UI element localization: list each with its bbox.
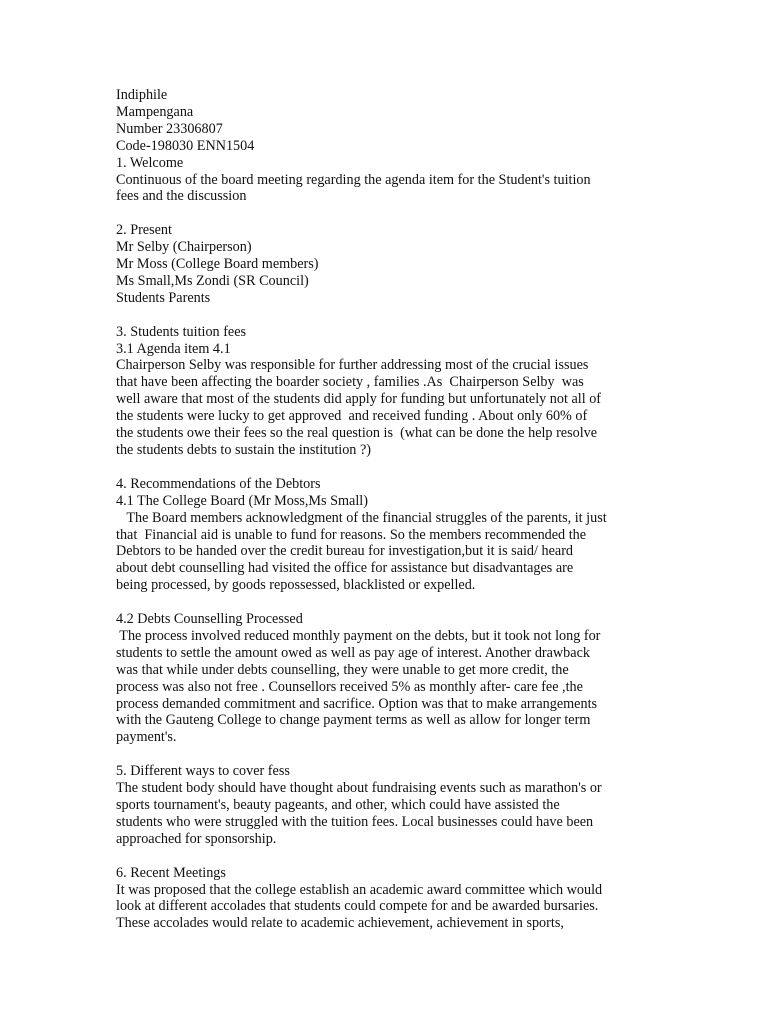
paragraph-line: the students owe their fees so the real question is (what can be done the help resolve xyxy=(116,425,598,442)
paragraph-line: about debt counselling had visited the office for assistance but disadvantages are xyxy=(116,560,574,577)
paragraph-line: was that while under debts counselling, they were unable to get more credit, the xyxy=(116,661,569,678)
section-debt-counselling xyxy=(116,611,661,746)
paragraph-line: fees and the discussion xyxy=(116,188,247,205)
first-name: Indiphile xyxy=(116,87,168,103)
attendee-line: Ms Small,Ms Zondi (SR Council) xyxy=(116,272,309,289)
section-recent-meetings xyxy=(116,865,661,933)
paragraph-line: the students were lucky to get approved and received funding . About only 60% of xyxy=(116,408,588,425)
spacer xyxy=(116,594,661,611)
paragraph-line: students to settle the amount owed as well as pay age of interest. Another drawback xyxy=(116,644,590,661)
attendee-line: Students Parents xyxy=(116,289,211,306)
attendee-line: Mr Moss (College Board members) xyxy=(116,256,319,273)
section-welcome xyxy=(116,155,661,206)
paragraph-line: The Board members acknowledgment of the financial struggles of the parents, it just xyxy=(116,509,607,526)
last-name: Mampengana xyxy=(116,103,194,120)
paragraph-line: The student body should have thought about fundraising events such as marathon's or xyxy=(116,780,602,797)
paragraph-line: the students debts to sustain the institution ?) xyxy=(116,442,371,458)
section-heading: 5. Different ways to cover fess xyxy=(116,763,290,780)
paragraph-line: Chairperson Selby was responsible for further addressing most of the crucial issues xyxy=(116,357,589,374)
subsection-heading: 4.1 The College Board (Mr Moss,Ms Small) xyxy=(116,492,368,509)
section-heading: 6. Recent Meetings xyxy=(116,864,226,881)
section-present xyxy=(116,222,661,307)
section-recommendations xyxy=(116,476,661,594)
spacer xyxy=(116,746,661,763)
paragraph-line: process was also not free . Counsellors received 5% as monthly after- care fee ,the xyxy=(116,678,583,695)
paragraph-line: look at different accolades that students could compete for and be awarded bursaries. xyxy=(116,898,599,915)
spacer xyxy=(116,459,661,476)
paragraph-line: sports tournament's, beauty pageants, and other, which could have assisted the xyxy=(116,796,560,813)
spacer xyxy=(116,307,661,324)
document-page xyxy=(116,87,661,932)
paragraph-line: The process involved reduced monthly payment on the debts, but it took not long for xyxy=(116,627,601,644)
paragraph-line: students who were struggled with the tuition fees. Local businesses could have been xyxy=(116,813,594,830)
paragraph-line: It was proposed that the college establish an academic award committee which would xyxy=(116,881,603,898)
paragraph-line: being processed, by goods repossessed, blacklisted or expelled. xyxy=(116,577,476,594)
paragraph-line: that have been affecting the boarder society , families .As Chairperson Selby was xyxy=(116,374,584,391)
paragraph-line: Debtors to be handed over the credit bureau for investigation,but it is said/ heard xyxy=(116,543,574,560)
paragraph-line: Continuous of the board meeting regarding the agenda item for the Student's tuition xyxy=(116,171,591,188)
section-heading: 2. Present xyxy=(116,222,172,239)
subsection-heading: 4.2 Debts Counselling Processed xyxy=(116,611,303,628)
section-tuition-fees xyxy=(116,324,661,459)
paragraph-line: payment's. xyxy=(116,729,177,746)
subsection-heading: 3.1 Agenda item 4.1 xyxy=(116,340,231,357)
paragraph-line: with the Gauteng College to change payment terms as well as allow for longer term xyxy=(116,712,591,729)
spacer xyxy=(116,848,661,865)
paragraph-line: approached for sponsorship. xyxy=(116,830,277,847)
paragraph-line: process demanded commitment and sacrifice. Option was that to make arrangements xyxy=(116,695,598,712)
paragraph-line: These accolades would relate to academic achievement, achievement in sports, xyxy=(116,915,564,932)
section-cover-fees xyxy=(116,763,661,848)
attendee-line: Mr Selby (Chairperson) xyxy=(116,239,252,256)
paragraph-line: that Financial aid is unable to fund for reasons. So the members recommended the xyxy=(116,526,587,543)
section-heading: 3. Students tuition fees xyxy=(116,323,247,340)
section-heading: 1. Welcome xyxy=(116,154,184,171)
paragraph-line: well aware that most of the students did apply for funding but unfortunately not all of xyxy=(116,391,602,408)
section-heading: 4. Recommendations of the Debtors xyxy=(116,475,321,492)
student-number: Number 23306807 xyxy=(116,120,223,137)
module-code: Code-198030 ENN1504 xyxy=(116,137,255,154)
spacer xyxy=(116,205,661,222)
